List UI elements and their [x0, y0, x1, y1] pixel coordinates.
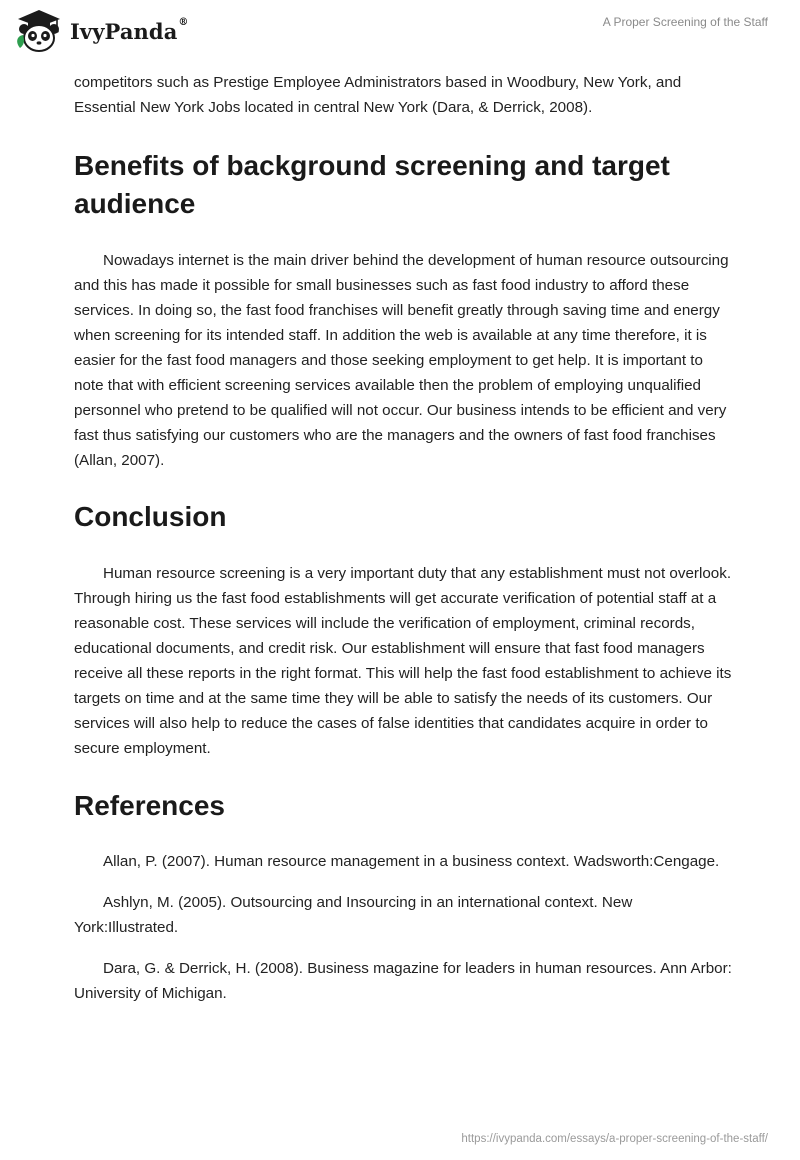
- reference-item: Ashlyn, M. (2005). Outsourcing and Insourcing in an international context. New York:Illustrated.: [74, 894, 633, 936]
- page-header: [0, 0, 800, 62]
- section-heading-benefits: Benefits of background screening and target audience: [74, 150, 670, 219]
- reference-item: Dara, G. & Derrick, H. (2008). Business magazine for leaders in human resources. Ann Arbor: University of Michigan.: [74, 960, 732, 1002]
- ivypanda-logo[interactable]: [14, 8, 189, 54]
- essay-content: [74, 70, 734, 1022]
- section-heading-conclusion: Conclusion: [74, 501, 227, 532]
- footer-url-link[interactable]: https://ivypanda.com/essays/a-proper-screening-of-the-staff/: [461, 1133, 768, 1145]
- document-title: A Proper Screening of the Staff: [602, 15, 768, 29]
- section-paragraph-conclusion: Human resource screening is a very important duty that any establishment must not overlook. Through hiring us the fast food establishments will get accurate verification of potential staff at a reasonable cost. These services will include the verification of employment, criminal records, educational documents, and credit risk. Our establishment will ensure that fast food managers receive all these reports in the right format. This will help the fast food establishment to achieve its targets on time and at the same time they will be able to satisfy the needs of its customers. Our services will also help to reduce the cases of false identities that candidates acquire in order to secure employment.: [74, 565, 732, 757]
- panda-graduate-icon: [14, 8, 64, 54]
- brand-name: IvyPanda®: [70, 16, 189, 44]
- lead-paragraph: competitors such as Prestige Employee Administrators based in Woodbury, New York, and Essential New York Jobs located in central New York (Dara, & Derrick, 2008).: [74, 74, 682, 116]
- section-paragraph-benefits: Nowadays internet is the main driver behind the development of human resource outsourcing and this has made it possible for small businesses such as fast food industry to afford these services. In doing so, the fast food franchises will benefit greatly through saving time and energy when screening for its intended staff. In addition the web is available at any time therefore, it is easier for the fast food managers and those seeking employment to get help. It is important to note that with efficient screening services available then the problem of employing unqualified personnel who pretend to be qualified will not occur. Our business intends to be efficient and very fast thus satisfying our customers who are the managers and the owners of fast food franchises (Allan, 2007).: [74, 252, 729, 469]
- references-heading: References: [74, 790, 225, 821]
- reference-item: Allan, P. (2007). Human resource management in a business context. Wadsworth:Cengage.: [103, 853, 720, 870]
